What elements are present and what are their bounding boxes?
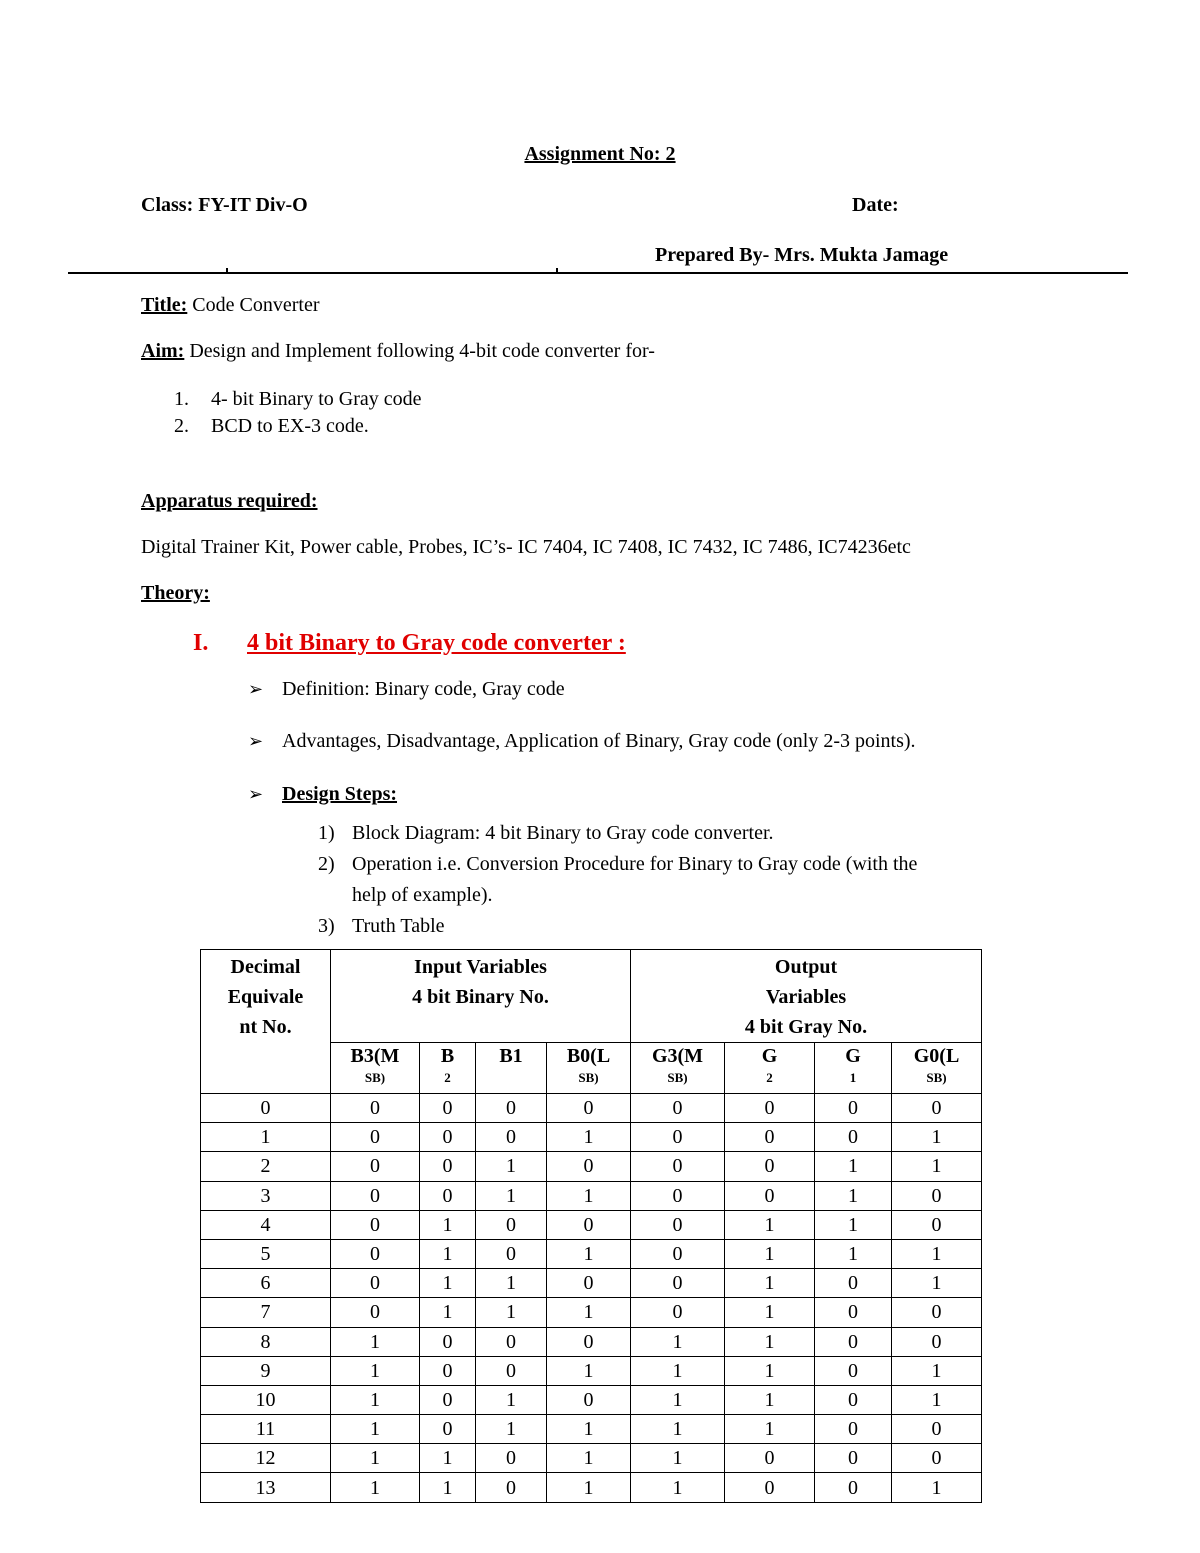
bit-cell: 1 (631, 1444, 725, 1473)
bit-cell: 0 (815, 1298, 892, 1327)
column-header-sub: 2 (444, 1070, 451, 1085)
bit-cell: 0 (815, 1473, 892, 1502)
bit-cell: 1 (631, 1385, 725, 1414)
aim-value: Design and Implement following 4-bit code converter for- (184, 340, 655, 362)
bit-cell: 1 (420, 1298, 476, 1327)
step-number: 3) (318, 915, 335, 937)
bit-cell: 1 (331, 1385, 420, 1414)
table-row (201, 1473, 982, 1502)
bit-cell: 0 (725, 1181, 815, 1210)
table-row (201, 1269, 982, 1298)
bit-cell: 1 (892, 1269, 982, 1298)
bit-cell: 1 (547, 1356, 631, 1385)
bit-cell: 1 (420, 1210, 476, 1239)
bit-cell: 1 (547, 1123, 631, 1152)
divider-tick (556, 268, 558, 273)
bit-cell: 0 (476, 1239, 547, 1268)
apparatus-heading: Apparatus required: (141, 490, 318, 512)
table-row (201, 1385, 982, 1414)
bullet-item (248, 783, 397, 806)
class-line: Class: FY-IT Div-O (141, 194, 308, 216)
aim-item-text: BCD to EX-3 code. (211, 415, 369, 437)
step-text: Operation i.e. Conversion Procedure for Binary to Gray code (with the (352, 853, 918, 875)
bit-cell: 0 (331, 1298, 420, 1327)
bullet-text: Advantages, Disadvantage, Application of Binary, Gray code (only 2-3 points). (282, 730, 916, 752)
bit-cell: 0 (420, 1152, 476, 1181)
bit-cell: 0 (631, 1239, 725, 1268)
table-body (201, 1094, 982, 1503)
bit-cell: 1 (725, 1327, 815, 1356)
column-header-main: G (761, 1045, 778, 1067)
bit-cell: 0 (547, 1152, 631, 1181)
aim-list-item (174, 415, 369, 438)
input-group-header (331, 950, 631, 1043)
decimal-cell: 12 (201, 1444, 331, 1473)
decimal-cell: 5 (201, 1239, 331, 1268)
bit-cell: 1 (815, 1152, 892, 1181)
bit-cell: 0 (420, 1415, 476, 1444)
bit-cell: 0 (631, 1094, 725, 1123)
input-header-line: 4 bit Binary No. (412, 986, 549, 1008)
step-text: Block Diagram: 4 bit Binary to Gray code converter. (352, 822, 774, 844)
column-header-main: B1 (499, 1045, 523, 1067)
table-row (201, 1239, 982, 1268)
bit-cell: 0 (420, 1385, 476, 1414)
step-number: 1) (318, 822, 335, 844)
page-title: Assignment No: 2 (524, 143, 676, 165)
bit-cell: 1 (892, 1239, 982, 1268)
column-header-main: B (440, 1045, 455, 1067)
bit-cell: 0 (725, 1094, 815, 1123)
bit-cell: 1 (725, 1269, 815, 1298)
bit-cell: 1 (725, 1239, 815, 1268)
truth-table (200, 949, 982, 1503)
prepared-by: Prepared By- Mrs. Mukta Jamage (655, 244, 949, 266)
column-header-main: G0(L (913, 1045, 960, 1067)
bit-cell: 0 (892, 1327, 982, 1356)
bit-cell: 1 (725, 1298, 815, 1327)
input-header-line: Input Variables (414, 956, 547, 978)
column-header-sub: SB) (578, 1070, 599, 1085)
bit-cell: 1 (476, 1298, 547, 1327)
table-row (201, 1356, 982, 1385)
aim-item-number: 1. (174, 388, 189, 410)
bit-cell: 0 (725, 1444, 815, 1473)
column-header-main: G (845, 1045, 861, 1067)
column-header (420, 1043, 476, 1094)
bit-cell: 1 (420, 1239, 476, 1268)
arrow-bullet-icon: ➢ (248, 679, 264, 700)
section-number: I. (193, 630, 209, 656)
bit-cell: 1 (631, 1356, 725, 1385)
bit-cell: 1 (420, 1473, 476, 1502)
bit-cell: 1 (476, 1181, 547, 1210)
column-header (725, 1043, 815, 1094)
bit-cell: 1 (331, 1356, 420, 1385)
bit-cell: 1 (476, 1385, 547, 1414)
bit-cell: 0 (815, 1385, 892, 1414)
bit-cell: 0 (476, 1444, 547, 1473)
decimal-cell: 13 (201, 1473, 331, 1502)
bit-cell: 0 (892, 1415, 982, 1444)
bit-cell: 0 (331, 1181, 420, 1210)
bit-cell: 0 (815, 1444, 892, 1473)
bullet-text: Design Steps: (282, 783, 398, 805)
aim-item-number: 2. (174, 415, 189, 437)
bit-cell: 0 (547, 1210, 631, 1239)
bit-cell: 1 (331, 1444, 420, 1473)
arrow-bullet-icon: ➢ (248, 784, 264, 805)
table-row (201, 1210, 982, 1239)
bit-cell: 1 (892, 1152, 982, 1181)
design-step (318, 915, 445, 938)
decimal-cell: 0 (201, 1094, 331, 1123)
bit-cell: 1 (547, 1473, 631, 1502)
bit-cell: 0 (420, 1356, 476, 1385)
bit-cell: 0 (815, 1123, 892, 1152)
aim-list-item (174, 388, 422, 411)
bit-cell: 0 (892, 1210, 982, 1239)
bit-cell: 0 (420, 1327, 476, 1356)
bit-cell: 1 (331, 1327, 420, 1356)
design-step (318, 853, 917, 876)
step-number: 2) (318, 853, 335, 875)
decimal-header-line: Decimal (230, 956, 301, 978)
column-header-main: G3(M (651, 1045, 704, 1067)
bit-cell: 0 (476, 1094, 547, 1123)
bit-cell: 0 (815, 1269, 892, 1298)
bit-cell: 1 (476, 1415, 547, 1444)
column-header-sub: SB) (667, 1070, 688, 1085)
bit-cell: 1 (331, 1415, 420, 1444)
bit-cell: 0 (476, 1123, 547, 1152)
bit-cell: 0 (892, 1181, 982, 1210)
bit-cell: 1 (631, 1415, 725, 1444)
bit-cell: 0 (631, 1181, 725, 1210)
bit-cell: 0 (331, 1269, 420, 1298)
bit-cell: 1 (476, 1269, 547, 1298)
bit-cell: 1 (476, 1152, 547, 1181)
bit-cell: 0 (815, 1356, 892, 1385)
date-label: Date: (852, 194, 899, 216)
column-header (892, 1043, 982, 1094)
bit-cell: 1 (420, 1444, 476, 1473)
decimal-cell: 11 (201, 1415, 331, 1444)
bit-cell: 0 (815, 1094, 892, 1123)
table-row (201, 1181, 982, 1210)
bit-cell: 0 (420, 1123, 476, 1152)
column-header (476, 1043, 547, 1094)
column-header (815, 1043, 892, 1094)
decimal-cell: 8 (201, 1327, 331, 1356)
column-header-sub: SB) (364, 1070, 386, 1085)
bit-cell: 0 (547, 1385, 631, 1414)
bit-cell: 0 (631, 1269, 725, 1298)
title-line (141, 294, 319, 317)
bit-cell: 1 (892, 1123, 982, 1152)
table-row (201, 1444, 982, 1473)
bit-cell: 1 (331, 1473, 420, 1502)
bullet-item (248, 730, 916, 753)
bit-cell: 1 (725, 1415, 815, 1444)
bit-cell: 0 (476, 1356, 547, 1385)
bit-cell: 0 (331, 1210, 420, 1239)
decimal-cell: 7 (201, 1298, 331, 1327)
output-header-line: 4 bit Gray No. (744, 1016, 868, 1038)
table-row (201, 1094, 982, 1123)
bit-cell: 0 (892, 1094, 982, 1123)
decimal-header-line: Equivale (227, 986, 304, 1008)
decimal-header (201, 950, 331, 1094)
decimal-header-line: nt No. (239, 1016, 292, 1038)
bit-cell: 0 (631, 1210, 725, 1239)
bit-cell: 0 (631, 1152, 725, 1181)
design-step (318, 822, 774, 845)
title-label: Title: (141, 294, 188, 316)
bit-cell: 0 (547, 1327, 631, 1356)
bit-cell: 1 (725, 1210, 815, 1239)
bit-cell: 1 (547, 1181, 631, 1210)
table-row (201, 1123, 982, 1152)
title-value: Code Converter (187, 294, 320, 316)
aim-item-text: 4- bit Binary to Gray code (211, 388, 422, 410)
aim-label: Aim: (141, 340, 185, 362)
bit-cell: 0 (547, 1094, 631, 1123)
bit-cell: 1 (815, 1210, 892, 1239)
bit-cell: 1 (892, 1385, 982, 1414)
bit-cell: 1 (815, 1181, 892, 1210)
output-header-line: Output (774, 956, 838, 978)
decimal-cell: 1 (201, 1123, 331, 1152)
theory-heading: Theory: (141, 582, 210, 604)
column-header-sub: 2 (766, 1070, 773, 1085)
table-row (201, 1415, 982, 1444)
table-row (201, 1298, 982, 1327)
bit-cell: 0 (420, 1181, 476, 1210)
column-header (331, 1043, 420, 1094)
column-header (631, 1043, 725, 1094)
decimal-cell: 6 (201, 1269, 331, 1298)
column-header-sub: SB) (926, 1070, 947, 1085)
decimal-cell: 9 (201, 1356, 331, 1385)
bit-cell: 1 (892, 1473, 982, 1502)
bit-cell: 0 (725, 1152, 815, 1181)
apparatus-text: Digital Trainer Kit, Power cable, Probes, IC’s- IC 7404, IC 7408, IC 7432, IC 7486, IC74236etc (141, 536, 911, 558)
bit-cell: 1 (815, 1239, 892, 1268)
column-header-main: B3(M (350, 1045, 400, 1067)
bit-cell: 1 (725, 1385, 815, 1414)
section-title: 4 bit Binary to Gray code converter : (247, 630, 626, 656)
bit-cell: 0 (631, 1298, 725, 1327)
bit-cell: 0 (725, 1123, 815, 1152)
bit-cell: 0 (815, 1415, 892, 1444)
bit-cell: 0 (331, 1239, 420, 1268)
table-row (201, 1152, 982, 1181)
bit-cell: 1 (547, 1444, 631, 1473)
column-header-main: B0(L (566, 1045, 611, 1067)
aim-line (141, 340, 655, 363)
bit-cell: 1 (725, 1356, 815, 1385)
bit-cell: 0 (331, 1123, 420, 1152)
bit-cell: 1 (547, 1415, 631, 1444)
bit-cell: 1 (420, 1269, 476, 1298)
bullet-text: Definition: Binary code, Gray code (282, 678, 565, 700)
column-header-sub: 1 (849, 1070, 857, 1085)
table-row (201, 1327, 982, 1356)
divider-tick (226, 268, 228, 273)
output-group-header (631, 950, 982, 1043)
bit-cell: 0 (892, 1298, 982, 1327)
bit-cell: 0 (476, 1327, 547, 1356)
bit-cell: 1 (547, 1239, 631, 1268)
bit-cell: 0 (476, 1210, 547, 1239)
decimal-cell: 4 (201, 1210, 331, 1239)
decimal-cell: 2 (201, 1152, 331, 1181)
bit-cell: 0 (547, 1269, 631, 1298)
bullet-item (248, 678, 565, 701)
bit-cell: 0 (331, 1094, 420, 1123)
bit-cell: 0 (892, 1444, 982, 1473)
bit-cell: 1 (631, 1327, 725, 1356)
bit-cell: 1 (631, 1473, 725, 1502)
bit-cell: 0 (725, 1473, 815, 1502)
decimal-cell: 3 (201, 1181, 331, 1210)
bit-cell: 0 (476, 1473, 547, 1502)
bit-cell: 0 (331, 1152, 420, 1181)
bit-cell: 0 (420, 1094, 476, 1123)
bit-cell: 1 (892, 1356, 982, 1385)
bit-cell: 1 (547, 1298, 631, 1327)
arrow-bullet-icon: ➢ (248, 731, 264, 752)
decimal-cell: 10 (201, 1385, 331, 1414)
step-text: Truth Table (352, 915, 445, 937)
bit-cell: 0 (631, 1123, 725, 1152)
bit-cell: 0 (815, 1327, 892, 1356)
output-header-line: Variables (765, 986, 847, 1008)
section-heading (193, 630, 626, 657)
column-header (547, 1043, 631, 1094)
step-text-continued: help of example). (352, 884, 493, 906)
